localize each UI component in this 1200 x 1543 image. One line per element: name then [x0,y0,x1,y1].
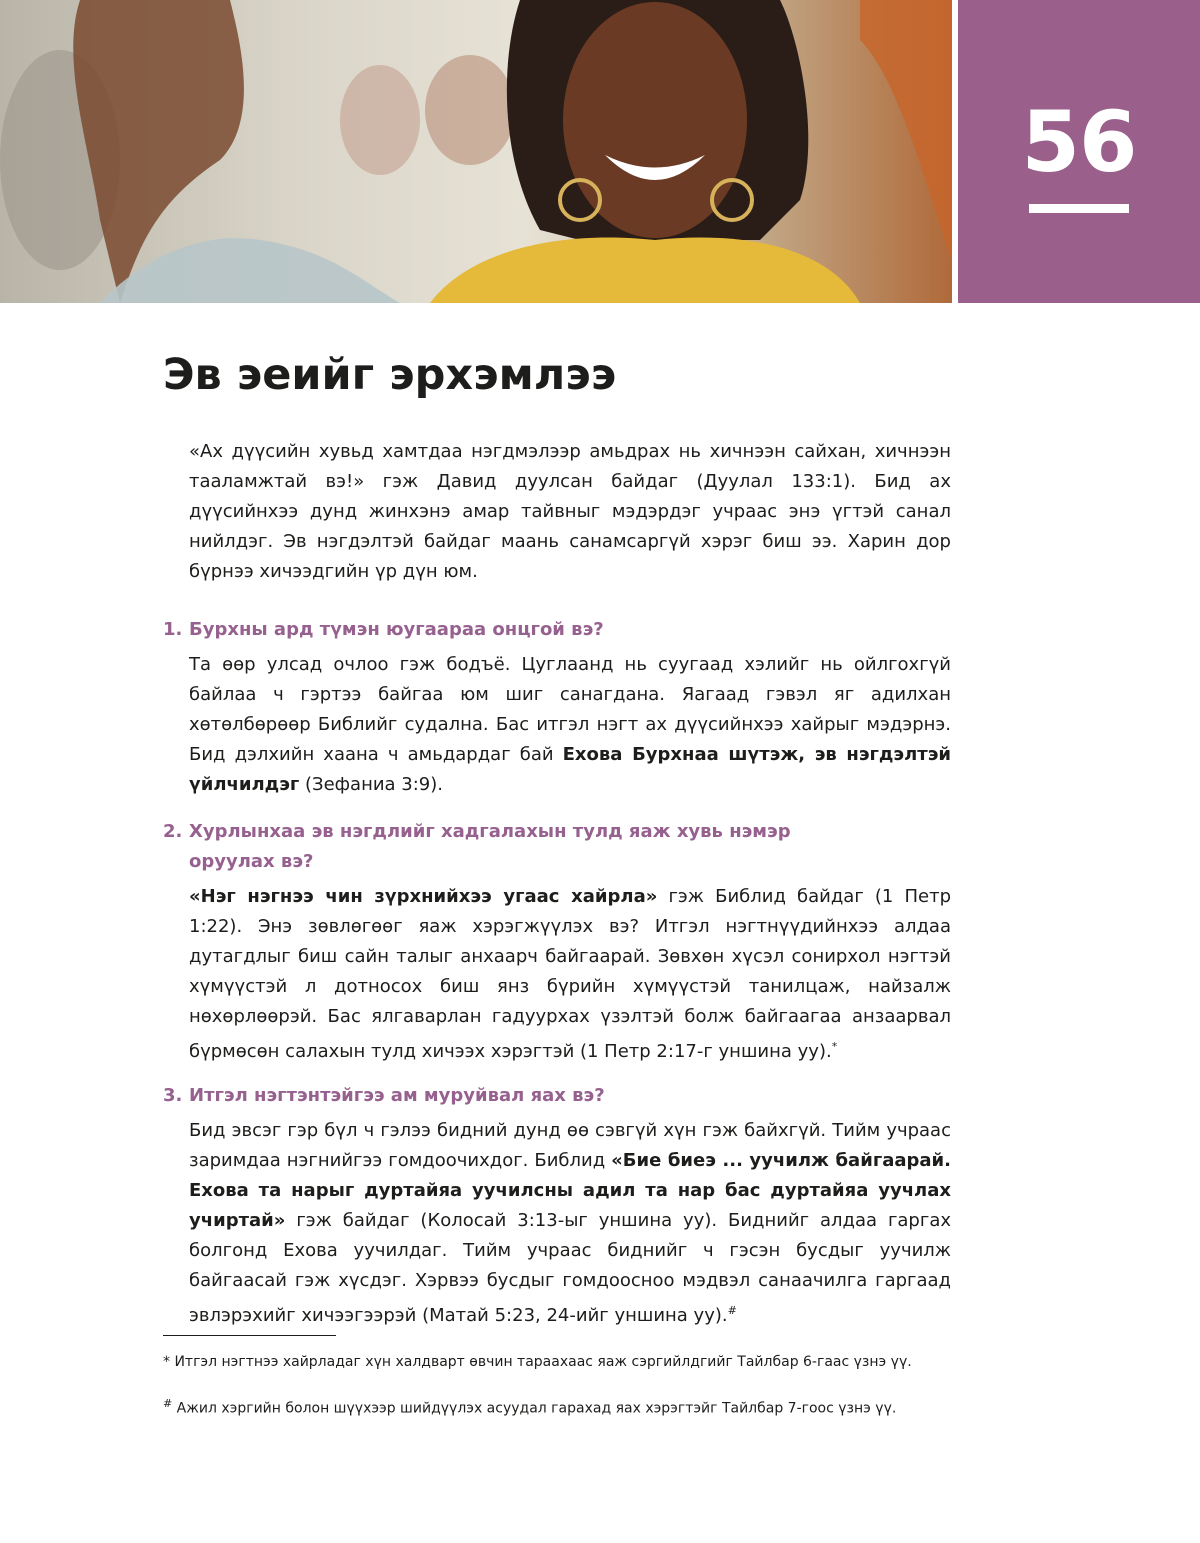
footnote-marker: * [163,1354,170,1370]
hero-photo [0,0,952,303]
question-text: Хурлынхаа эв нэгдлийг хадгалахын тулд яаж хувь нэмэр оруулах вэ? [189,821,791,872]
footnote-text: Итгэл нэгтнээ хайрладаг хүн халдварт өвчин тараахаас яаж сэргийлдгийг Тайлбар 6-гаас үзнэ үү. [174,1354,912,1370]
question-heading-1 [163,615,953,645]
paragraph-text: Бид эвсэг гэр бүл ч гэлээ бидний дунд өө сэвгүй хүн гэж байхгүй. Тийм учраас заримдаа нэгнийгээ гомдоочихдог. Библид [189,1120,951,1171]
footnote-divider [163,1335,336,1336]
paragraph-text: гэж байдаг (Колосай 3:13-ыг уншина уу). Биднийг алдаа гаргах болгонд Ехова уучилдаг. Тийм учраас биднийг ч гэсэн бусдыг уучилж байгаасай гэж хүсдэг. Хэрвээ бусдыг гомдоосноо мэдвэл санаачилга гаргаад эвлэрэхийг хичээгээрэй (Матай 5:23, 24-ийг уншина уу). [189,1210,951,1326]
paragraph-text: гэж Библид байдаг (1 Петр 1:22). Энэ зөвлөгөөг яаж хэрэгжүүлэх вэ? Итгэл нэгтнүүдийнхээ алдаа дутагдлыг биш сайн талыг анхаарч байгаарай. Зөвхөн хүсэл сонирхол нэгтэй хүмүүстэй л дотносох биш янз бүрийн хүмүүстэй танилцаж, найзалж нөхөрлөөрэй. Бас ялгаварлан гадуурхах үзэлтэй болж байгаагаа анзаарвал бүрмөсөн салахын тулд хичээх хэрэгтэй (1 Петр 2:17-г уншина уу). [189,886,951,1062]
question-text: Итгэл нэгтэнтэйгээ ам муруйвал яах вэ? [189,1085,605,1106]
footnote-2 [163,1394,923,1419]
section-paragraph-1 [189,650,951,800]
lesson-number: 56 [1021,93,1137,191]
section-paragraph-2 [189,882,951,1067]
paragraph-bold-text: «Нэг нэгнээ чин зүрхнийхээ угаас хайрла» [189,886,658,907]
footnote-1 [163,1352,923,1372]
footnote-marker: # [163,1397,173,1410]
footnote-text: Ажил хэргийн болон шүүхээр шийдүүлэх асуудал гарахад яах хэрэгтэйг Тайлбар 7-гоос үзнэ үү. [176,1400,897,1417]
paragraph-bold-text: «Бие биеэ ... уучилж байгаарай. Ехова та нарыг дуртайяа уучилсны адил та нар бас дуртайяа уучлах учиртай» [189,1150,951,1231]
lesson-number-underline [1029,204,1129,213]
section-paragraph-3 [189,1116,951,1331]
lesson-number-block [958,0,1200,303]
question-number: 3. [163,1085,183,1106]
question-heading-3 [163,1081,953,1111]
question-number: 1. [163,619,183,640]
page-title: Эв эеийг эрхэмлээ [163,350,617,400]
footnote-marker: * [831,1040,838,1053]
question-text: Бурхны ард түмэн юугаараа онцгой вэ? [189,619,604,640]
footnote-marker: # [727,1304,737,1317]
question-heading-2 [163,817,953,877]
intro-paragraph: «Ах дүүсийн хувьд хамтдаа нэгдмэлээр амьдрах нь хичнээн сайхан, хичнээн тааламжтай вэ!» гэж Давид дуулсан байдаг (Дуулал 133:1). Бид ах дүүсийнхээ дунд жинхэнэ амар тайвныг мэдэрдэг учраас энэ үгтэй санал нийлдэг. Эв нэгдэлтэй байдаг маань санамсаргүй хэрэг биш ээ. Харин дор бүрнээ хичээдгийн үр дүн юм. [189,441,951,582]
paragraph-bold-text: Ехова Бурхнаа шүтэж, эв нэгдэлтэй үйлчилдэг [189,744,951,795]
paragraph-text: (Зефаниа 3:9). [299,774,444,795]
question-number: 2. [163,821,183,842]
photo-two-women-smiling-icon [0,0,952,303]
paragraph-text: Та өөр улсад очлоо гэж бодъё. Цуглаанд нь суугаад хэлийг нь ойлгохгүй байлаа ч гэртээ байгаа юм шиг санагдана. Яагаад гэвэл яг адилхан хөтөлбөрөөр Библийг судална. Бас итгэл нэгт ах дүүсийнхээ хайрыг мэдэрнэ. Бид дэлхийн хаана ч амьдардаг бай [189,654,951,765]
